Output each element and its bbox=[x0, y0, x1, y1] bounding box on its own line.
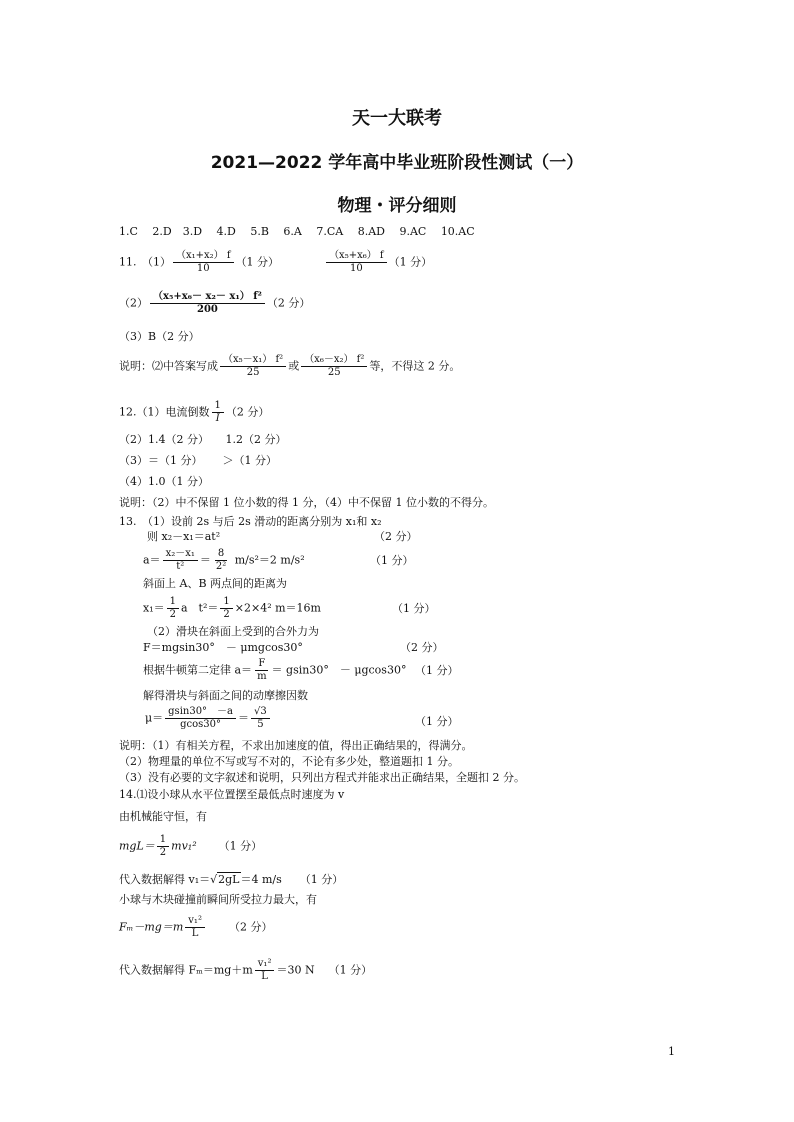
page-number: 1 bbox=[668, 1045, 675, 1058]
q13-note1: 说明：（1）有相关方程，不求出加速度的值，得出正确结果的，得满分。 bbox=[119, 739, 473, 752]
exam-title: 2021—2022 学年高中毕业班阶段性测试（一） bbox=[210, 153, 584, 173]
q11-part3: （3）B（2 分） bbox=[119, 330, 200, 343]
q14-line2: 由机械能守恒，有 bbox=[119, 810, 207, 823]
subject-title: 物理・评分细则 bbox=[337, 196, 457, 216]
q13-note3: （3）没有必要的文字叙述和说明，只列出方程式并能求出正确结果，全题扣 2 分。 bbox=[119, 771, 525, 784]
org-title: 天一大联考 bbox=[352, 108, 442, 129]
q13-line7-score: （2 分） bbox=[400, 641, 444, 654]
q14-line4: 代入数据解得 v₁＝√2gL＝4 m/s （1 分） bbox=[119, 873, 344, 886]
q12-part4: （4）1.0（1 分） bbox=[119, 475, 209, 488]
q13-line10: μ＝ $\frac{gsin30^\circ -a}{gcos30^\circ}$ ＝ $\frac{√3}{5}$ bbox=[145, 706, 272, 731]
q13-line1: 13. （1）设前 2s 与后 2s 滑动的距离分别为 x₁和 x₂ bbox=[119, 515, 382, 528]
q13-line10-score: （1 分） bbox=[415, 715, 459, 728]
q13-line8: 根据牛顿第二定律 a＝ $\frac{F}{m}$ ＝ gsin30° － μgcos30° bbox=[143, 658, 407, 682]
q12-part1: 12.（1）电流倒数 $\frac{1}{I}$ （2 分） bbox=[119, 400, 270, 424]
q13-line6: （2）滑块在斜面上受到的合外力为 bbox=[147, 625, 319, 638]
q11-note: 说明：⑵中答案写成 $\frac{\text{（x₅－x₁） f²}}{25}$ 或 $\frac{\text{（x₆－x₂） f²}}{25}$ 等，不得这 2 分。 bbox=[119, 354, 461, 378]
q12-part3: （3）＝（1 分） ＞（1 分） bbox=[119, 454, 277, 467]
q14-line7: 代入数据解得 Fₘ＝mg＋m $\frac{\text{v₁²}}{L}$ ＝30 N （1 分） bbox=[119, 958, 373, 982]
q13-line3-score: （1 分） bbox=[370, 554, 414, 567]
q13-note2: （2）物理量的单位不写或写不对的，不论有多少处，整道题扣 1 分。 bbox=[119, 755, 459, 768]
q13-line9: 解得滑块与斜面之间的动摩擦因数 bbox=[143, 689, 308, 702]
q12-part2: （2）1.4（2 分） 1.2（2 分） bbox=[119, 433, 287, 446]
q13-line5-score: （1 分） bbox=[392, 602, 436, 615]
q13-line7: F＝mgsin30° － μmgcos30° bbox=[143, 641, 303, 654]
q13-line5: x₁＝ $\frac{1}{2}$ a t²＝ $\frac{1}{2}$ ×2×4² m＝16m bbox=[143, 596, 321, 620]
q13-line2-score: （2 分） bbox=[374, 530, 418, 543]
q13-line2: 则 x₂－x₁＝at² bbox=[147, 530, 221, 543]
q14-line1: 14.⑴设小球从水平位置摆至最低点时速度为 v bbox=[119, 788, 345, 801]
q14-line3: mgL＝ $\frac{1}{2}$ mv₁² （1 分） bbox=[119, 834, 263, 858]
q13-line4: 斜面上 A、B 两点间的距离为 bbox=[143, 577, 288, 590]
q11-part2: （2） $\frac{\text{（x₅+x₆－ x₂－ x₁） f²}}{200}$ （2 分） bbox=[119, 291, 311, 315]
choice-answers: 1.C 2.D 3.D 4.D 5.B 6.A 7.CA 8.AD 9.AC 10.AC bbox=[119, 225, 475, 238]
q13-line8-score: （1 分） bbox=[415, 664, 459, 677]
q14-line6: Fₘ－mg＝m $\frac{\text{v₁²}}{L}$ （2 分） bbox=[119, 915, 273, 939]
q13-line3: a＝ $\frac{\text{x₂－x₁}}{\text{t²}}$ ＝ $\frac{8}{\text{2²}}$ m/s²＝2 m/s² bbox=[143, 548, 305, 572]
q11-part1: 11. （1） $\frac{\text{（x₁+x₂） f}}{10}$ （1 分） $\frac{\text{（x₅+x₆） f}}{10}$ （1 分） bbox=[119, 250, 433, 274]
q14-line5: 小球与木块碰撞前瞬间所受拉力最大，有 bbox=[119, 893, 317, 906]
q12-note: 说明：（2）中不保留 1 位小数的得 1 分，（4）中不保留 1 位小数的不得分。 bbox=[119, 496, 494, 509]
